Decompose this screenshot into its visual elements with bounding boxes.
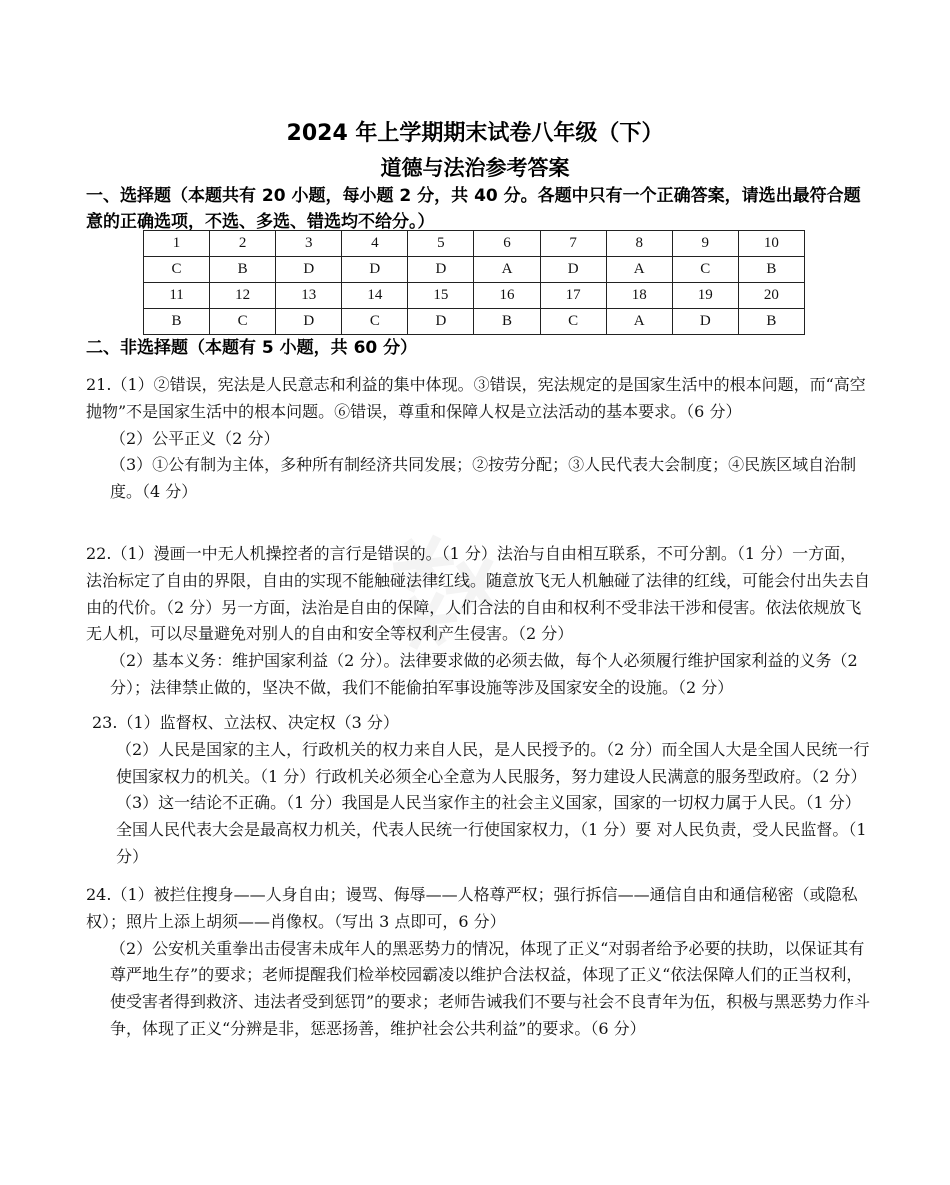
answer-table-cell: B: [474, 309, 540, 335]
answer-table-cell: 3: [276, 231, 342, 257]
answer-table-cell: D: [276, 309, 342, 335]
answer-table-cell: 1: [144, 231, 210, 257]
answer-table-cell: 14: [342, 283, 408, 309]
answer-table-cell: D: [276, 257, 342, 283]
answer-table: [143, 230, 805, 335]
answer-table-cell: 8: [606, 231, 672, 257]
answer-table-cell: 16: [474, 283, 540, 309]
answer-table-cell: D: [342, 257, 408, 283]
answer-table-cell: 9: [672, 231, 738, 257]
answer-table-cell: 10: [738, 231, 804, 257]
answer-table-cell: D: [408, 257, 474, 283]
answer-table-answer-row: [144, 257, 805, 283]
question-24: [86, 882, 872, 1043]
answer-table-cell: 20: [738, 283, 804, 309]
answer-table-cell: B: [210, 257, 276, 283]
q24-part1: 24.（1）被拦住搜身——人身自由；谩骂、侮辱——人格尊严权；强行拆信——通信自由和通信秘密（或隐私权）；照片上添上胡须——肖像权。（写出 3 点即可，6 分）: [86, 885, 858, 931]
q22-part2: （2）基本义务：维护国家利益（2 分）。法律要求做的必须去做，每个人必须履行维护国家利益的义务（2 分）；法律禁止做的，坚决不做，我们不能偷拍军事设施等涉及国家安全的设施。（2 分）: [110, 651, 858, 697]
answer-table-cell: D: [540, 257, 606, 283]
answer-table-cell: 12: [210, 283, 276, 309]
document-title: 2024 年上学期期末试卷八年级（下）: [286, 121, 664, 146]
document-subtitle: 道德与法治参考答案: [380, 156, 570, 180]
answer-table-cell: 7: [540, 231, 606, 257]
answer-table-cell: 6: [474, 231, 540, 257]
question-22: [86, 541, 872, 702]
answer-table-cell: C: [672, 257, 738, 283]
answer-table-number-row: [144, 231, 805, 257]
answer-table-cell: 17: [540, 283, 606, 309]
answer-table-cell: D: [408, 309, 474, 335]
q22-part1: 22.（1）漫画一中无人机操控者的言行是错误的。（1 分）法治与自由相互联系，不可分割。（1 分）一方面，法治标定了自由的界限，自由的实现不能触碰法律红线。随意放飞无人机触碰了法律的红线，可能会付出失去自由的代价。（2 分）另一方面，法治是自由的保障，人们合法的自由和权利不受非法干涉和侵害。依法依规放飞无人机，可以尽量避免对别人的自由和安全等权利产生侵害。（2 分）: [86, 544, 871, 644]
answer-table-cell: B: [738, 257, 804, 283]
answer-table-cell: C: [342, 309, 408, 335]
answer-table-cell: 15: [408, 283, 474, 309]
q23-part2: （2）人民是国家的主人，行政机关的权力来自人民，是人民授予的。（2 分）而全国人大是全国人民统一行使国家权力的机关。（1 分）行政机关必须全心全意为人民服务，努力建设人民满意的服务型政府。（2 分）: [116, 739, 870, 786]
answer-table-cell: 5: [408, 231, 474, 257]
section-1-heading: 一、选择题（本题共有 20 小题，每小题 2 分，共 40 分。各题中只有一个正确答案，请选出最符合题意的正确选项，不选、多选、错选均不给分。）: [86, 186, 861, 232]
answer-table-number-row: [144, 283, 805, 309]
answer-table-cell: 19: [672, 283, 738, 309]
answer-table-cell: 4: [342, 231, 408, 257]
q21-part2: （2）公平正义（2 分）: [110, 428, 280, 448]
answer-table-cell: A: [474, 257, 540, 283]
answer-table-cell: C: [210, 309, 276, 335]
answer-table-cell: 18: [606, 283, 672, 309]
answer-table-answer-row: [144, 309, 805, 335]
answer-table-cell: 11: [144, 283, 210, 309]
answer-table-cell: A: [606, 309, 672, 335]
answer-table-cell: A: [606, 257, 672, 283]
q21-part3: （3）①公有制为主体，多种所有制经济共同发展；②按劳分配；③人民代表大会制度；④民族区域自治制度。（4 分）: [110, 455, 857, 502]
answer-table-cell: B: [144, 309, 210, 335]
q24-part2: （2）公安机关重拳出击侵害未成年人的黑恶势力的情况，体现了正义“对弱者给予必要的扶助，以保证其有尊严地生存”的要求；老师提醒我们检举校园霸凌以维护合法权益，体现了正义“依法保障人们的正当权利，使受害者得到救济、违法者受到惩罚”的要求；老师告诫我们不要与社会不良青年为伍，积极与黑恶势力作斗争，体现了正义“分辨是非，惩恶扬善，维护社会公共利益”的要求。（6 分）: [110, 938, 871, 1038]
answer-table-cell: C: [144, 257, 210, 283]
answer-table-cell: 13: [276, 283, 342, 309]
answer-table-cell: C: [540, 309, 606, 335]
answer-table-cell: B: [738, 309, 804, 335]
answer-table-cell: D: [672, 309, 738, 335]
q23-part3: （3）这一结论不正确。（1 分）我国是人民当家作主的社会主义国家，国家的一切权力属于人民。（1 分）全国人民代表大会是最高权力机关，代表人民统一行使国家权力，（1 分）要 对人民负责，受人民监督。（1 分）: [116, 793, 867, 866]
answer-table-cell: 2: [210, 231, 276, 257]
section-2-heading: 二、非选择题（本题有 5 小题，共 60 分）: [86, 338, 418, 358]
q23-part1: 23.（1）监督权、立法权、决定权（3 分）: [92, 713, 399, 732]
q21-part1: 21.（1）②错误，宪法是人民意志和利益的集中体现。③错误，宪法规定的是国家生活中的根本问题，而“高空抛物”不是国家生活中的根本问题。⑥错误，尊重和保障人权是立法活动的基本要求。（6 分）: [86, 375, 866, 421]
question-23: [92, 710, 872, 871]
question-21: [86, 372, 872, 506]
